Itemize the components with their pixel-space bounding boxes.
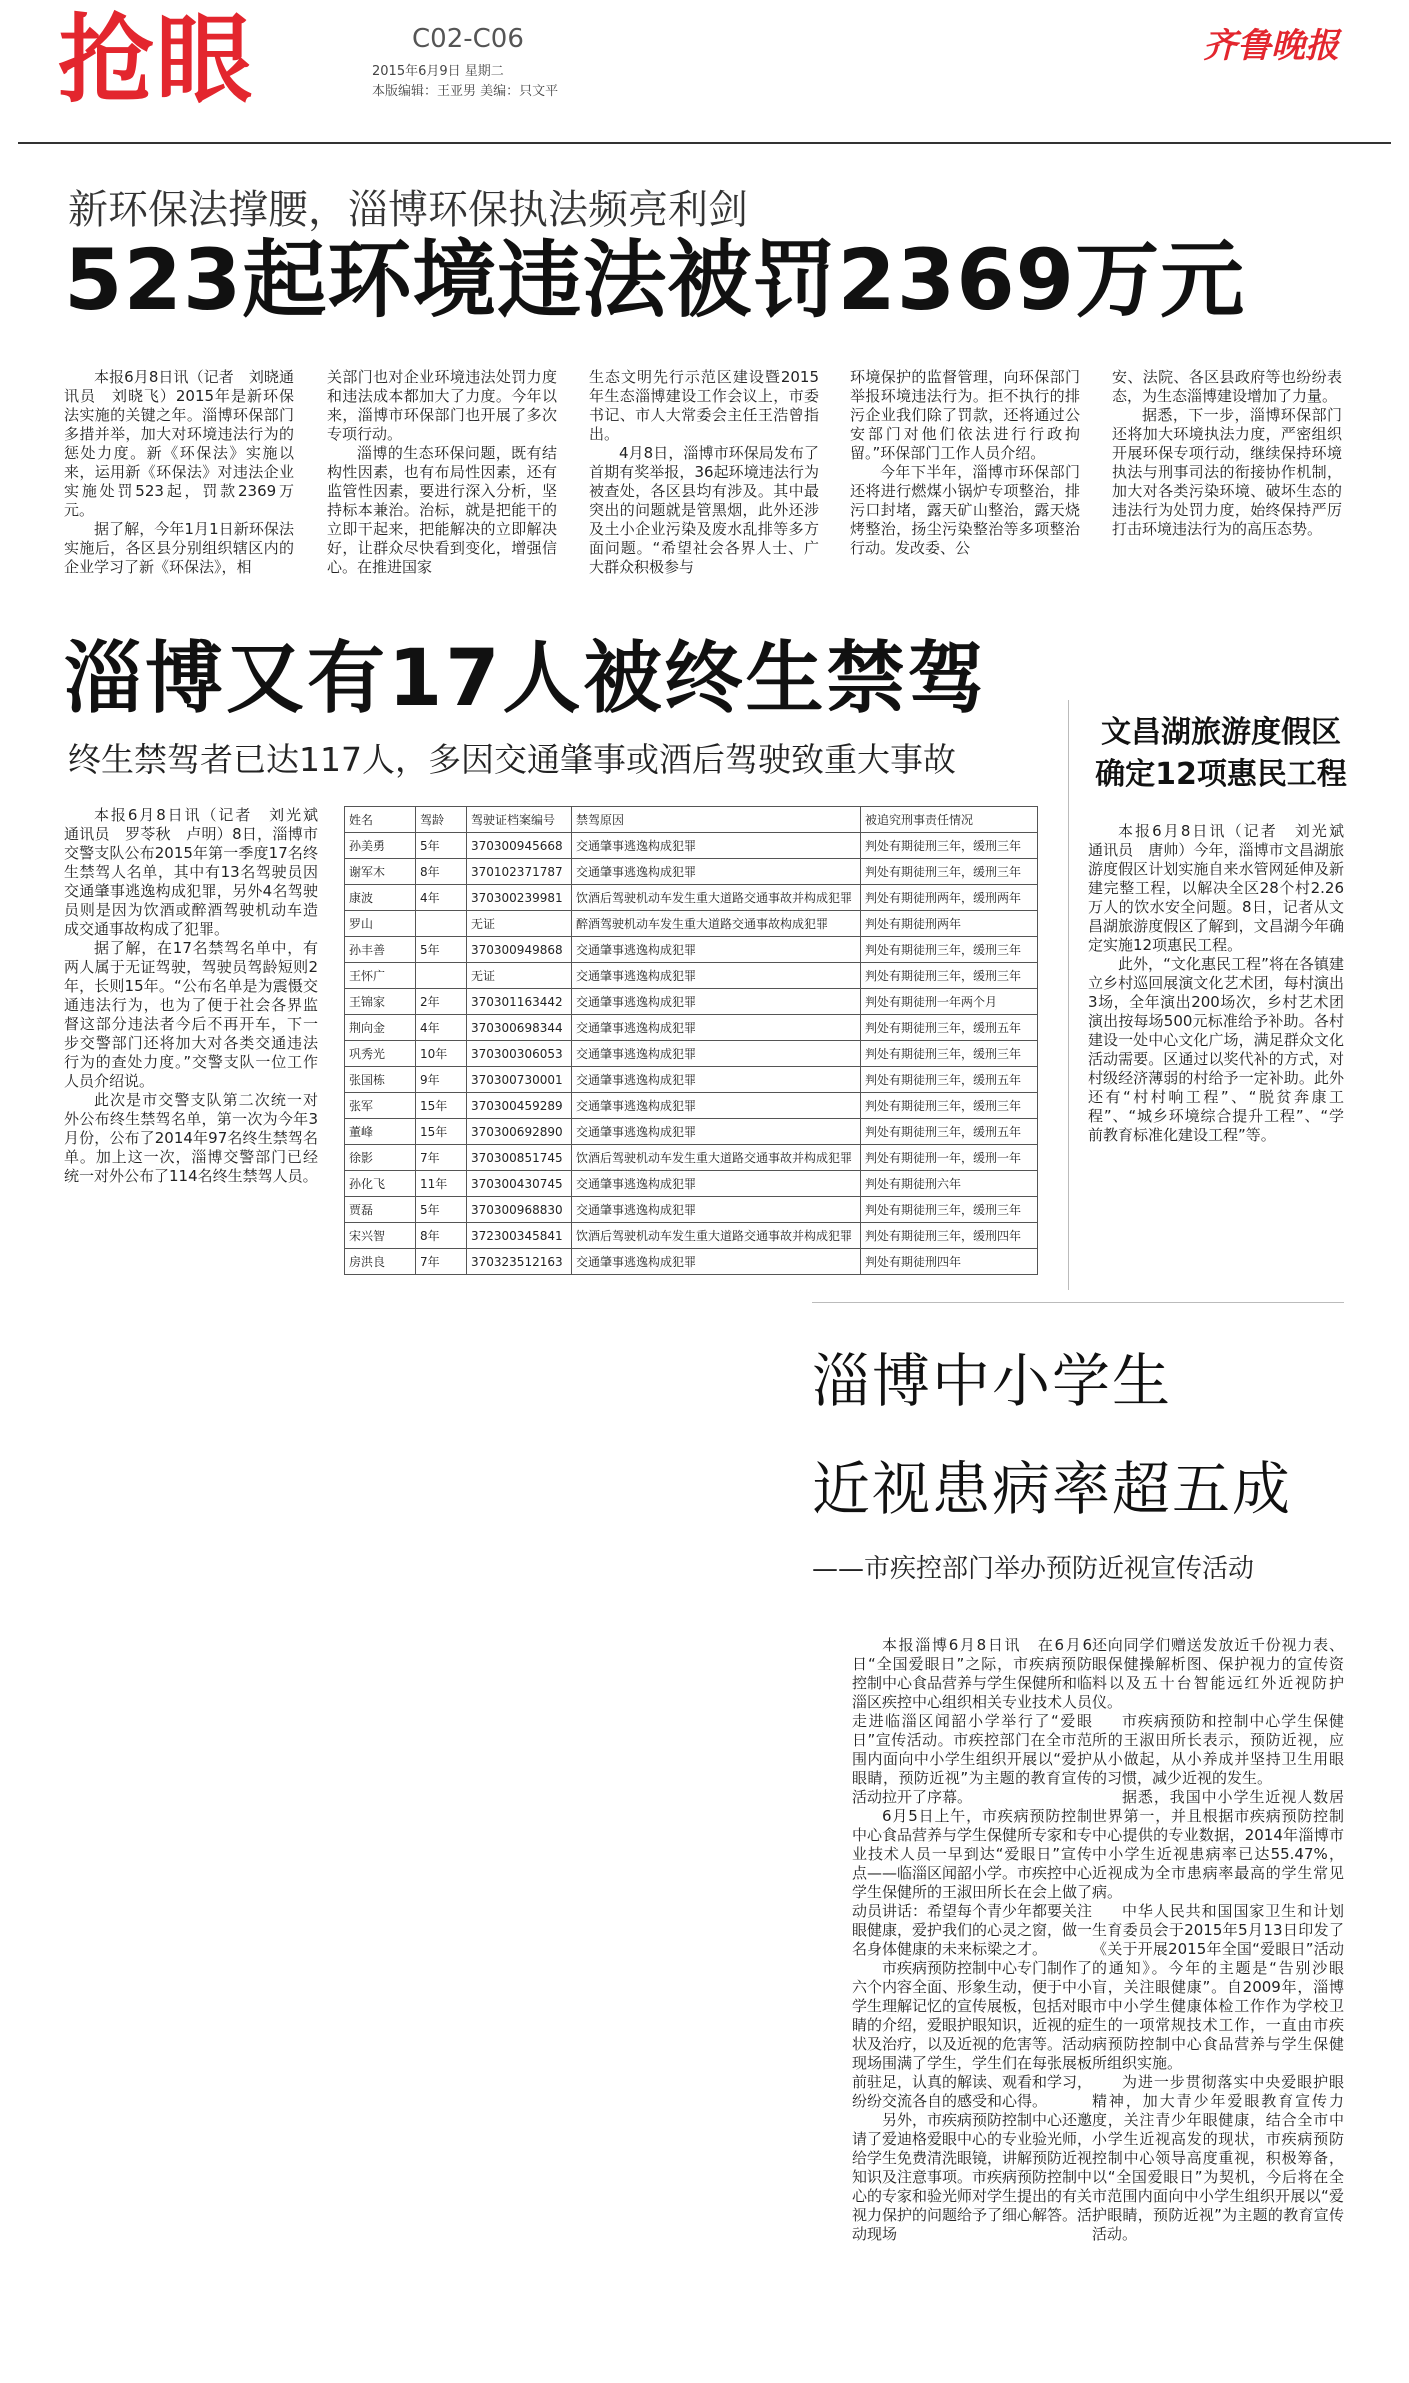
table-cell: 交通肇事逃逸构成犯罪 [572,1249,861,1275]
table-cell: 370300459289 [467,1093,572,1119]
table-cell: 饮酒后驾驶机动车发生重大道路交通事故并构成犯罪 [572,1145,861,1171]
story1-column-1 [64,368,294,577]
table-cell: 房洪良 [345,1249,416,1275]
table-cell: 交通肇事逃逸构成犯罪 [572,1197,861,1223]
issue-date: 2015年6月9日 星期二 [372,64,504,79]
table-cell: 判处有期徒刑三年，缓刑三年 [861,937,1038,963]
paragraph: 今年下半年，淄博市环保部门还将进行燃煤小锅炉专项整治，排污口封堵，露天矿山整治，露天烧烤整治，扬尘污染整治等多项整治行动。发改委、公 [850,463,1080,557]
table-cell: 巩秀光 [345,1041,416,1067]
table-row [345,859,1038,885]
sidebar-headline [1092,712,1350,796]
table-cell: 370300945668 [467,833,572,859]
story3-column-1 [852,1636,1092,2244]
table-cell: 15年 [416,1093,467,1119]
table-cell: 8年 [416,1223,467,1249]
table-cell: 王怀广 [345,963,416,989]
column-header: 被追究刑事责任情况 [861,807,1038,833]
story2-subhead: 终生禁驾者已达117人，多因交通肇事或酒后驾驶致重大事故 [68,740,956,779]
column-header: 驾龄 [416,807,467,833]
table-cell: 徐影 [345,1145,416,1171]
table-cell: 交通肇事逃逸构成犯罪 [572,937,861,963]
table-cell: 370300430745 [467,1171,572,1197]
story1-kicker: 新环保法撑腰，淄博环保执法频亮利剑 [68,187,748,233]
story2-body [64,806,334,1186]
table-cell: 判处有期徒刑两年 [861,911,1038,937]
table-row [345,963,1038,989]
paragraph: 安、法院、各区县政府等也纷纷表态，为生态淄博建设增加了力量。 [1112,368,1342,405]
section-divider [812,1302,1344,1303]
story1-column-3 [589,368,819,577]
table-cell: 醉酒驾驶机动车发生重大道路交通事故构成犯罪 [572,911,861,937]
story1-column-2 [327,368,557,577]
table-cell: 孙化飞 [345,1171,416,1197]
story3-headline-line1: 淄博中小学生 [812,1347,1173,1415]
editors: 本版编辑：王亚男 美编：只文平 [372,84,559,99]
table-row [345,1145,1038,1171]
paragraph: 市疾病预防控制中心专门制作了六个内容全面、形象生动，便于中小学生理解记忆的宣传展板，包括对眼睛的介绍，爱眼护眼知识，近视的症状及治疗，以及近视的危害等。活动现场围满了学生，学生们在每张展板前驻足，认真的解读、观看和学习，纷纷交流各自的感受和心得。 [852,1959,1093,2110]
paragraph: 淄博的生态环保问题，既有结构性因素，也有布局性因素，还有监管性因素，要进行深入分析，坚持标本兼治。治标，就是把能干的立即干起来，把能解决的立即解决好，让群众尽快看到变化，增强信心。在推进国家 [327,444,557,576]
table-cell: 判处有期徒刑四年 [861,1249,1038,1275]
table-cell: 荆向金 [345,1015,416,1041]
table-cell: 370301163442 [467,989,572,1015]
table-cell: 判处有期徒刑三年，缓刑四年 [861,1223,1038,1249]
table-row [345,1041,1038,1067]
story1-column-5 [1112,368,1342,539]
table-cell: 370300698344 [467,1015,572,1041]
paragraph: 此次是市交警支队第二次统一对外公布终生禁驾名单，第一次为今年3月份，公布了2014年97名终生禁驾名单。加上这一次，淄博交警部门已经统一对外公布了114名终生禁驾人员。 [64,1091,318,1185]
table-cell: 饮酒后驾驶机动车发生重大道路交通事故并构成犯罪 [572,885,861,911]
table-cell: 交通肇事逃逸构成犯罪 [572,963,861,989]
table-row [345,1197,1038,1223]
table-cell [416,911,467,937]
table-cell: 11年 [416,1171,467,1197]
paragraph: 生态文明先行示范区建设暨2015年生态淄博建设工作会议上，市委书记、市人大常委会主任王浩曾指出。 [589,368,819,443]
paragraph: 4月8日，淄博市环保局发布了首期有奖举报，36起环境违法行为被查处，各区县均有涉及。其中最突出的问题就是管黑烟，此外还涉及土小企业污染及废水乱排等多方面问题。“希望社会各界人士、广大群众积极参与 [589,444,819,576]
paragraph: 此外，“文化惠民工程”将在各镇建立乡村巡回展演文化艺术团，每村演出3场，全年演出200场次，乡村艺术团演出按每场500元标准给予补助。各村建设一处中心文化广场，满足群众文化活动需要。区通过以奖代补的方式，对村级经济薄弱的村给予一定补助。此外还有“村村响工程”、“脱贫奔康工程”、“城乡环境综合提升工程”、“学前教育标准化建设工程”等。 [1088,955,1344,1144]
paragraph: 据悉，下一步，淄博环保部门还将加大环境执法力度，严密组织开展环保专项行动，继续保持环境执法与刑事司法的衔接协作机制，加大对各类污染环境、破坏生态的违法行为处罚力度，始终保持严厉打击环境违法行为的高压态势。 [1112,406,1342,538]
table-row [345,1171,1038,1197]
paragraph: 本报6月8日讯（记者 刘光斌 通讯员 罗苓秋 卢明）8日，淄博市交警支队公布2015年第一季度17名终生禁驾人名单，其中有13名驾驶员因交通肇事逃逸构成犯罪，另外4名驾驶员则是因为饮酒或醉酒驾驶机动车造成交通事故构成了犯罪。 [64,806,334,938]
table-cell: 贾磊 [345,1197,416,1223]
column-header: 禁驾原因 [572,807,861,833]
table-cell: 判处有期徒刑一年两个月 [861,989,1038,1015]
table-cell: 交通肇事逃逸构成犯罪 [572,1015,861,1041]
table-cell: 判处有期徒刑三年，缓刑三年 [861,1041,1038,1067]
table-cell: 9年 [416,1067,467,1093]
paragraph: 本报淄博6月8日讯 在6月6日“全国爱眼日”之际，市疾病预防控制中心食品营养与学生保健所和临淄区疾控中心组织相关专业技术人员走进临淄区闻韶小学举行了“爱眼日”宣传活动。市疾控部门在全市范围内面向中小学生组织开展以“爱护眼睛，预防近视”为主题的教育宣传活动拉开了序幕。 [852,1636,1093,1806]
table-cell: 370300239981 [467,885,572,911]
table-cell: 交通肇事逃逸构成犯罪 [572,1093,861,1119]
table-row [345,989,1038,1015]
table-cell: 董峰 [345,1119,416,1145]
table-cell: 15年 [416,1119,467,1145]
story1-column-4 [850,368,1080,558]
paragraph: 据了解，在17名禁驾名单中，有两人属于无证驾驶，驾驶员驾龄短则2年，长则15年。“公布名单是为震慑交通违法行为，也为了便于社会各界监督这部分违法者今后不再开车，下一步交警部门还将加大对各类交通违法行为的查处力度。”交警支队一位工作人员介绍说。 [64,939,318,1090]
table-cell: 饮酒后驾驶机动车发生重大道路交通事故并构成犯罪 [572,1223,861,1249]
paragraph: 为进一步贯彻落实中央爱眼护眼精神，加大青少年爱眼教育宣传力度，关注青少年眼健康，结合全市中小学生近视高发的现状，市疾病预防控制中心领导高度重视，积极筹备，以“全国爱眼日”为契机，今后将在全市范围内面向中小学生组织开展以“爱护眼睛，预防近视”为主题的教育宣传活动。 [1092,2073,1344,2243]
paragraph: 关部门也对企业环境违法处罚力度和违法成本都加大了力度。今年以来，淄博市环保部门也开展了多次专项行动。 [327,368,557,443]
table-cell: 370300730001 [467,1067,572,1093]
table-cell: 张军 [345,1093,416,1119]
table-cell: 10年 [416,1041,467,1067]
table-cell: 4年 [416,1015,467,1041]
table-row [345,1249,1038,1275]
table-row [345,1067,1038,1093]
table-cell: 370300306053 [467,1041,572,1067]
paragraph: 环境保护的监督管理，向环保部门举报环境违法行为。拒不执行的排污企业我们除了罚款，还将通过公安部门对他们依法进行行政拘留。”环保部门工作人员介绍。 [850,368,1080,462]
table-row [345,1119,1038,1145]
table-cell: 4年 [416,885,467,911]
sidebar-headline-line1: 文昌湖旅游度假区 [1101,715,1341,750]
table-row [345,1015,1038,1041]
table-cell: 宋兴智 [345,1223,416,1249]
table-cell: 无证 [467,963,572,989]
paper-logo: 齐鲁晚报 [1203,26,1339,66]
table-cell: 370102371787 [467,859,572,885]
paragraph: 据悉，我国中小学生近视人数居世界第一，并且根据市疾病预防控制中心提供的专业数据，2014年淄博市中小学生近视患病率已达55.47%，近视成为全市患病率最高的学生常见病。 [1092,1788,1344,1901]
paragraph: 6月5日上午，市疾病预防控制中心食品营养与学生保健所专家和专业技术人员一早到达“爱眼日”宣传点——临淄区闻韶小学。市疾控中心学生保健所的王淑田所长在会上做了动员讲话：希望每个青少年都要关注眼健康，爱护我们的心灵之窗，做一名身体健康的未来标梁之才。 [852,1807,1093,1958]
table-cell: 王锦家 [345,989,416,1015]
table-cell: 孙美勇 [345,833,416,859]
table-cell: 判处有期徒刑一年，缓刑一年 [861,1145,1038,1171]
table-cell: 370323512163 [467,1249,572,1275]
page-code: C02-C06 [412,24,524,54]
table-cell [416,963,467,989]
sidebar-headline-line2: 确定12项惠民工程 [1095,757,1347,792]
table-cell: 罗山 [345,911,416,937]
table-cell: 370300968830 [467,1197,572,1223]
story2-headline: 淄博又有17人被终生禁驾 [64,634,989,724]
table-cell: 370300692890 [467,1119,572,1145]
table-row [345,833,1038,859]
table-cell: 孙丰善 [345,937,416,963]
table-cell: 无证 [467,911,572,937]
table-cell: 5年 [416,1197,467,1223]
table-cell: 谢军木 [345,859,416,885]
top-rule [18,142,1391,144]
table-cell: 7年 [416,1249,467,1275]
table-cell: 判处有期徒刑三年，缓刑五年 [861,1067,1038,1093]
table-row [345,885,1038,911]
table-cell: 判处有期徒刑三年，缓刑五年 [861,1015,1038,1041]
table-cell: 张国栋 [345,1067,416,1093]
table-cell: 判处有期徒刑三年，缓刑三年 [861,963,1038,989]
column-divider [1068,700,1069,1290]
table-cell: 交通肇事逃逸构成犯罪 [572,1041,861,1067]
table-cell: 交通肇事逃逸构成犯罪 [572,1119,861,1145]
table-cell: 判处有期徒刑三年，缓刑五年 [861,1119,1038,1145]
paragraph: 本报6月8日讯（记者 刘晓通讯员 刘晓飞）2015年是新环保法实施的关键之年。淄博环保部门多措并举，加大对环境违法行为的惩处力度。新《环保法》实施以来，运用新《环保法》对违法企业实施处罚523起，罚款2369万元。 [64,368,294,519]
table-cell: 康波 [345,885,416,911]
story1-headline: 523起环境违法被罚2369万元 [64,231,1246,329]
paragraph: 中华人民共和国国家卫生和计划生育委员会于2015年5月13日印发了《关于开展2015年全国“爱眼日”活动的通知》。今年的主题是“告别沙眼盲，关注眼健康”。自2009年，淄博市中小学生健康体检工作作为学校卫生的一项常规技术工作，一直由市疾病预防控制中心食品营养与学生保健所组织实施。 [1092,1902,1344,2072]
table-cell: 7年 [416,1145,467,1171]
story3-column-2 [1092,1636,1344,2244]
table-cell: 交通肇事逃逸构成犯罪 [572,1171,861,1197]
table-body [345,833,1038,1275]
table-cell: 判处有期徒刑两年，缓刑两年 [861,885,1038,911]
table-header-row [345,807,1038,833]
table-cell: 372300345841 [467,1223,572,1249]
table-row [345,937,1038,963]
table-cell: 判处有期徒刑三年，缓刑三年 [861,833,1038,859]
paragraph: 本报6月8日讯（记者 刘光斌 通讯员 唐帅）今年，淄博市文昌湖旅游度假区计划实施自来水管网延伸及新建完整工程，以解决全区28个村2.26万人的饮水安全问题。8日，记者从文昌湖旅游度假区了解到，文昌湖今年确定实施12项惠民工程。 [1088,822,1360,954]
story3-subhead: ——市疾控部门举办预防近视宣传活动 [812,1554,1255,1584]
table-row [345,1223,1038,1249]
table-cell: 5年 [416,833,467,859]
sidebar-body [1088,822,1360,1145]
paragraph: 另外，市疾病预防控制中心还邀请了爱迪格爱眼中心的专业验光师，给学生免费清洗眼镜，讲解预防近视知识及注意事项。市疾病预防控制中心的专家和验光师对学生提出的有关视力保护的问题给予了细心解答。活动现场 [852,2111,1093,2243]
paragraph: 据了解，今年1月1日新环保法实施后，各区县分别组织辖区内的企业学习了新《环保法》，相 [64,520,294,576]
table-cell: 交通肇事逃逸构成犯罪 [572,1067,861,1093]
paragraph: 市疾病预防和控制中心学生保健所的王淑田所长表示，预防近视，应从小做起，从小养成并坚持卫生用眼的习惯，减少近视的发生。 [1092,1712,1344,1787]
ban-list-table [344,806,1038,1275]
column-header: 姓名 [345,807,416,833]
table-cell: 370300851745 [467,1145,572,1171]
table-row [345,1093,1038,1119]
table-row [345,911,1038,937]
column-header: 驾驶证档案编号 [467,807,572,833]
table-cell: 交通肇事逃逸构成犯罪 [572,833,861,859]
issue-info [372,62,558,102]
table-cell: 2年 [416,989,467,1015]
table-cell: 判处有期徒刑三年，缓刑三年 [861,1093,1038,1119]
table-cell: 8年 [416,859,467,885]
table-cell: 370300949868 [467,937,572,963]
paragraph: 还向同学们赠送发放近千份视力表、眼保健操解析图、保护视力的宣传资料以及五十台智能远红外近视防护仪。 [1092,1636,1344,1711]
table-cell: 交通肇事逃逸构成犯罪 [572,989,861,1015]
table-cell: 判处有期徒刑三年，缓刑三年 [861,859,1038,885]
table-cell: 5年 [416,937,467,963]
table-cell: 判处有期徒刑六年 [861,1171,1038,1197]
table-cell: 判处有期徒刑三年，缓刑三年 [861,1197,1038,1223]
table-cell: 交通肇事逃逸构成犯罪 [572,859,861,885]
section-title: 抢眼 [58,4,254,116]
story3-headline-line2: 近视患病率超五成 [812,1455,1293,1523]
